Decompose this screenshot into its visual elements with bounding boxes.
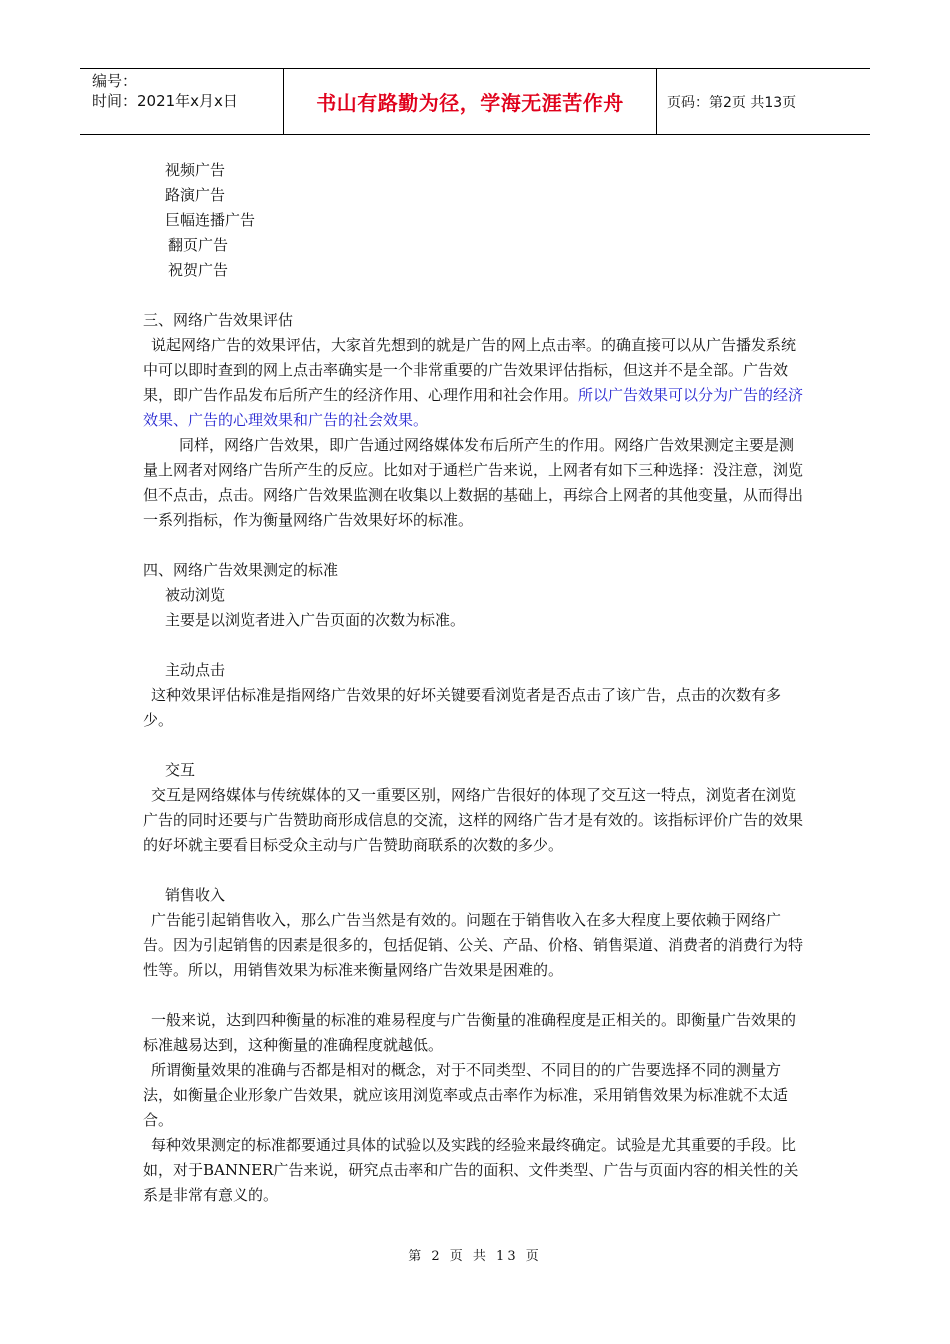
list-item: 祝贺广告 — [168, 261, 229, 279]
subsection-sales-title: 销售收入 — [165, 886, 226, 904]
paragraph-correlation: 一般来说，达到四种衡量的标准的难易程度与广告衡量的准确程度是正相关的。即衡量广告效果的标准越易达到，这种衡量的准确程度就越低。 — [143, 1011, 797, 1054]
section-3-paragraph-1-highlight: 所以广告效果可以分为广告的经济效果、广告的心理效果和广告的社会效果。 — [143, 386, 804, 429]
list-item: 路演广告 — [165, 186, 226, 204]
section-3-paragraph-2: 同样，网络广告效果，即广告通过网络媒体发布后所产生的作用。网络广告效果测定主要是测量上网者对网络广告所产生的反应。比如对于通栏广告来说，上网者有如下三种选择：没注意，浏览但不点击，点击。网络广告效果监测在收集以上数据的基础上，再综合上网者的其他变量，从而得出一系列指标，作为衡量网络广告效果好坏的标准。 — [143, 436, 804, 529]
section-3-paragraph-1 — [143, 333, 808, 433]
page-header — [80, 68, 870, 135]
header-id-label: 编号： — [92, 72, 138, 90]
paragraph-experiment: 每种效果测定的标准都要通过具体的试验以及实践的经验来最终确定。试验是尤其重要的手段。比如，对于BANNER广告来说，研究点击率和广告的面积、文件类型、广告与页面内容的相关性的关系是非常有意义的。 — [143, 1136, 799, 1204]
subsection-passive-browse-title: 被动浏览 — [165, 586, 226, 604]
subsection-interaction-title: 交互 — [165, 761, 196, 779]
list-item: 巨幅连播广告 — [165, 211, 256, 229]
section-3-title: 三、网络广告效果评估 — [143, 311, 294, 329]
subsection-active-click-title: 主动点击 — [165, 661, 226, 679]
subsection-sales-text: 广告能引起销售收入，那么广告当然是有效的。问题在于销售收入在多大程度上要依赖于网络广告。因为引起销售的因素是很多的，包括促销、公关、产品、价格、销售渠道、消费者的消费行为特性等。所以，用销售效果为标准来衡量网络广告效果是困难的。 — [143, 911, 804, 979]
header-motto: 书山有路勤为径，学海无涯苦作舟 — [283, 69, 657, 134]
subsection-passive-browse-text: 主要是以浏览者进入广告页面的次数为标准。 — [165, 611, 466, 629]
list-item: 翻页广告 — [168, 236, 229, 254]
section-4-title: 四、网络广告效果测定的标准 — [143, 561, 339, 579]
document-body — [143, 158, 808, 1208]
page-footer: 第 2 页 共 13 页 — [408, 1249, 542, 1264]
section-3-paragraph-1-text: 说起网络广告的效果评估，大家首先想到的就是广告的网上点击率。的确直接可以从广告播发系统中可以即时查到的网上点击率确实是一个非常重要的广告效果评估指标，但这并不是全部。广告效果，即广告作品发布后所产生的经济作用、心理作用和社会作用。 — [143, 336, 797, 404]
header-page-label: 页码：第2页 共13页 — [667, 94, 797, 111]
list-item: 视频广告 — [165, 161, 226, 179]
subsection-interaction-text: 交互是网络媒体与传统媒体的又一重要区别，网络广告很好的体现了交互这一特点，浏览者在浏览广告的同时还要与广告赞助商形成信息的交流，这样的网络广告才是有效的。该指标评价广告的效果的好坏就主要看目标受众主动与广告赞助商联系的次数的多少。 — [143, 786, 804, 854]
subsection-active-click-text: 这种效果评估标准是指网络广告效果的好坏关键要看浏览者是否点击了该广告，点击的次数有多少。 — [143, 686, 782, 729]
header-date-label: 时间：2021年x月x日 — [92, 92, 238, 110]
header-meta — [80, 69, 283, 134]
paragraph-relativity: 所谓衡量效果的准确与否都是相对的概念，对于不同类型、不同目的的广告要选择不同的测量方法，如衡量企业形象广告效果，就应该用浏览率或点击率作为标准，采用销售效果为标准就不太适合。 — [143, 1061, 789, 1129]
